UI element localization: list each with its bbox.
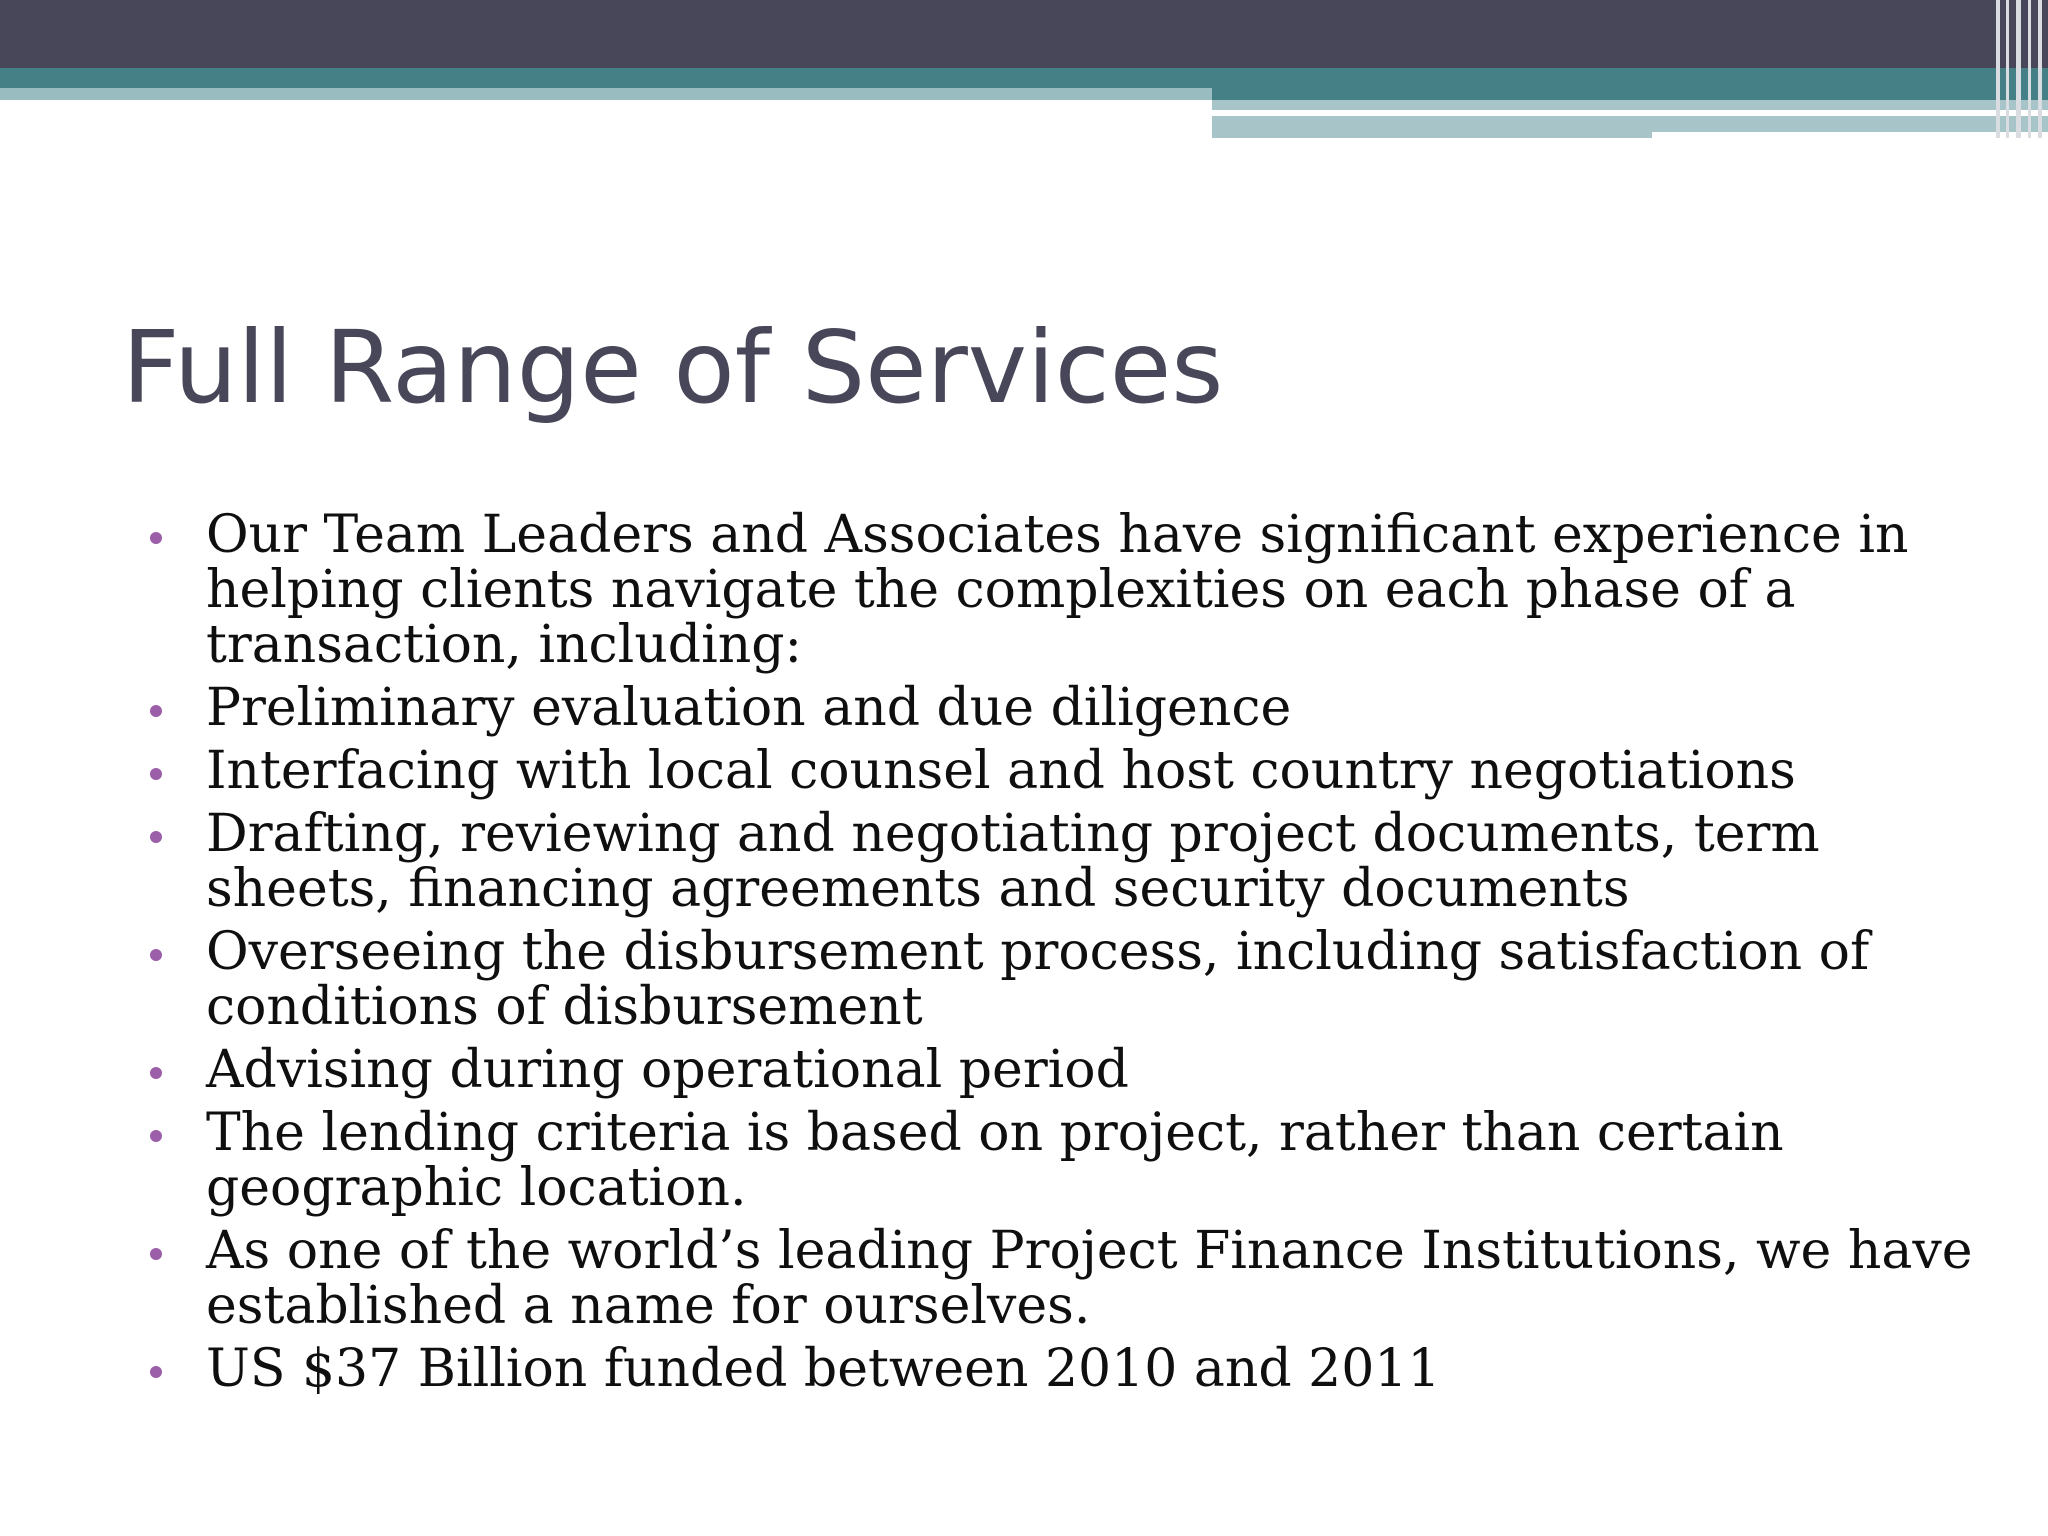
stripe — [2028, 0, 2031, 138]
stripe — [2016, 0, 2021, 138]
bullet-text: Advising during operational period — [206, 1040, 1129, 1100]
bullet-item — [146, 1339, 2016, 1399]
bullet-dot-icon — [150, 949, 162, 961]
slide-title: Full Range of Services — [122, 309, 1224, 426]
header-band-teal-right — [1212, 88, 2048, 100]
bullet-item — [146, 1040, 2016, 1100]
bullet-text: US $37 Billion funded between 2010 and 2011 — [206, 1339, 1441, 1399]
bullet-text: Drafting, reviewing and negotiating project documents, term sheets, financing agreements and security documents — [206, 804, 1820, 919]
stripe — [1996, 0, 2000, 138]
bullet-text: Interfacing with local counsel and host country negotiations — [206, 741, 1796, 801]
header-band-teal-light — [0, 88, 1212, 100]
header-band-teal — [0, 68, 2048, 88]
bullet-dot-icon — [150, 1366, 162, 1378]
header-stripes — [1988, 0, 2048, 138]
bullet-text: Our Team Leaders and Associates have significant experience in helping clients navigate the complexities on each phase of a transaction, including: — [206, 505, 1909, 675]
bullet-dot-icon — [150, 705, 162, 717]
bullet-dot-icon — [150, 1248, 162, 1260]
stripe — [2038, 0, 2042, 138]
bullet-item — [146, 1103, 2016, 1218]
bullet-text: Preliminary evaluation and due diligence — [206, 678, 1292, 738]
bullet-dot-icon — [150, 768, 162, 780]
bullet-item — [146, 741, 2016, 801]
bullet-dot-icon — [150, 831, 162, 843]
header-band-light-lower — [1212, 100, 2048, 110]
header-band-light-lower-2 — [1212, 116, 1652, 138]
bullet-dot-icon — [150, 1067, 162, 1079]
bullet-dot-icon — [150, 1130, 162, 1142]
bullet-text: The lending criteria is based on project, rather than certain geographic location. — [206, 1103, 1784, 1218]
bullet-list — [146, 505, 2016, 1405]
bullet-item — [146, 505, 2016, 675]
bullet-text: As one of the world’s leading Project Finance Institutions, we have established a name for ourselves. — [206, 1221, 1973, 1336]
bullet-item — [146, 922, 2016, 1037]
stripe — [2006, 0, 2009, 138]
bullet-item — [146, 804, 2016, 919]
bullet-item — [146, 1221, 2016, 1336]
bullet-dot-icon — [150, 532, 162, 544]
bullet-text: Overseeing the disbursement process, including satisfaction of conditions of disbursement — [206, 922, 1870, 1037]
header-band-dark — [0, 0, 2048, 68]
bullet-item — [146, 678, 2016, 738]
